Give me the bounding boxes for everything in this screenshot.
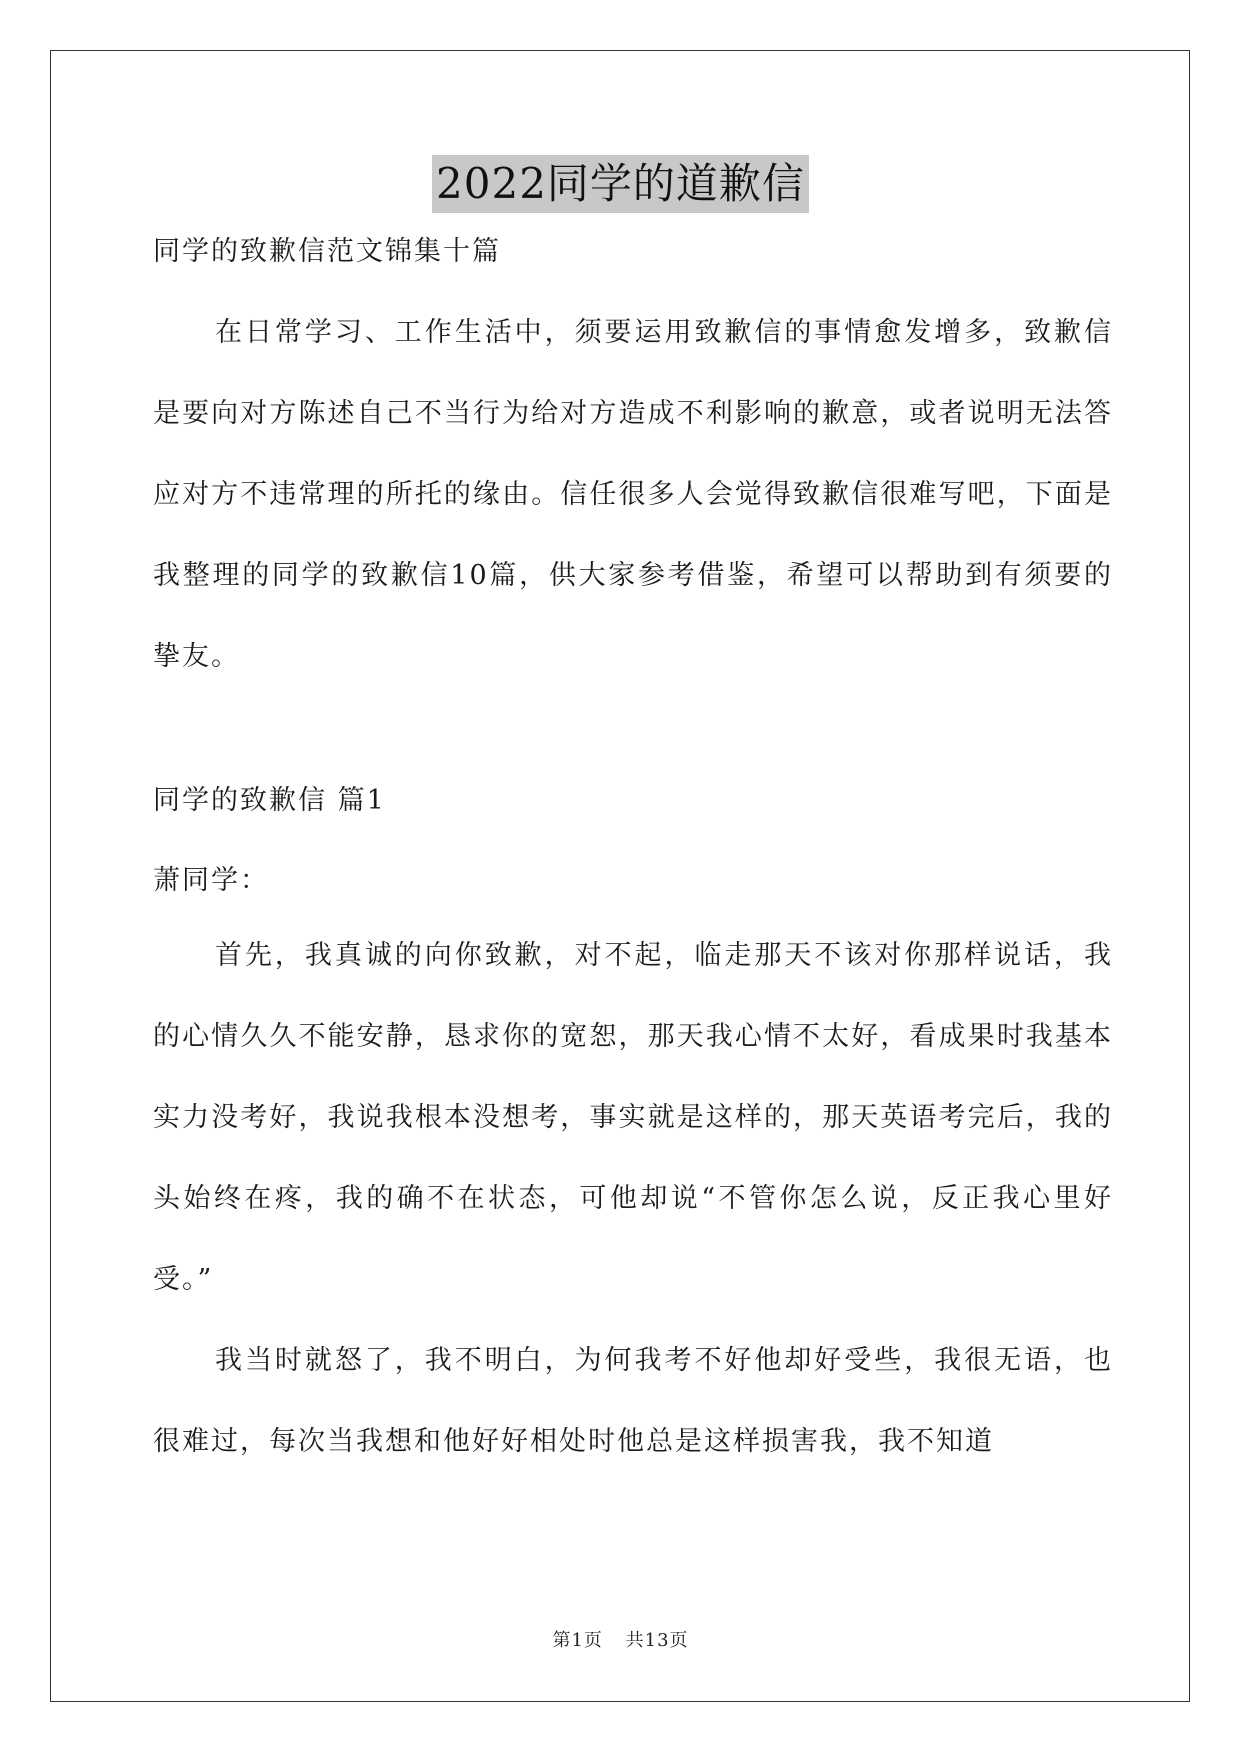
page-number: 第1页 — [552, 1630, 603, 1651]
letter-salutation: 萧同学： — [153, 865, 269, 896]
letter-paragraph-1: 首先，我真诚的向你致歉，对不起，临走那天不该对你那样说话，我的心情久久不能安静，恳求你的宽恕，那天我心情不太好，看成果时我基本实力没考好，我说我根本没想考，事实就是这样的，那天英语考完后，我的头始终在疼，我的确不在状态，可他却说“不管你怎么说，反正我心里好受。” — [153, 940, 1113, 1295]
section-heading: 同学的致歉信 篇1 — [153, 785, 386, 816]
page-footer — [0, 1626, 1241, 1652]
page-total: 共13页 — [625, 1630, 689, 1651]
intro-paragraph: 在日常学习、工作生活中，须要运用致歉信的事情愈发增多，致歉信是要向对方陈述自己不当行为给对方造成不利影响的歉意，或者说明无法答应对方不违常理的所托的缘由。信任很多人会觉得致歉信很难写吧，下面是我整理的同学的致歉信10篇，供大家参考借鉴，希望可以帮助到有须要的挚友。 — [153, 317, 1113, 672]
document-body — [153, 232, 1113, 1482]
document-title: 2022同学的道歉信 — [432, 155, 809, 213]
letter-paragraph-2: 我当时就怒了，我不明白，为何我考不好他却好受些，我很无语，也很难过，每次当我想和他好好相处时他总是这样损害我，我不知道 — [153, 1345, 1113, 1457]
title-container — [0, 155, 1241, 213]
document-subtitle: 同学的致歉信范文锦集十篇 — [153, 236, 501, 267]
